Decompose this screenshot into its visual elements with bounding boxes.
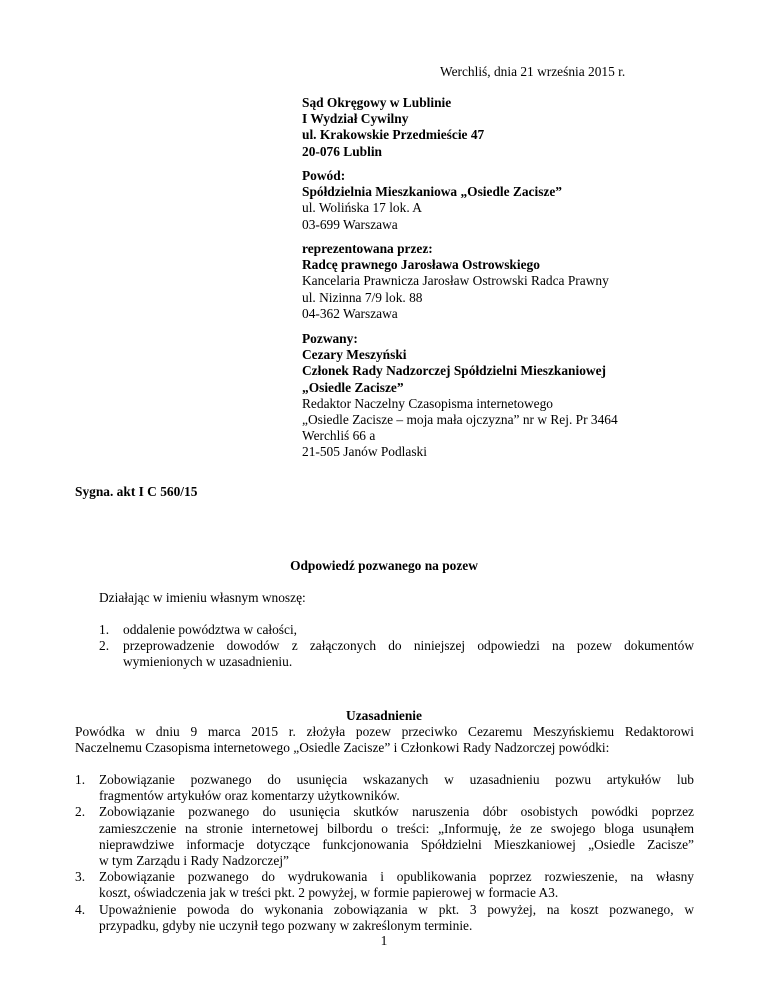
list-item-text: przeprowadzenie dowodów z załączonych do niniejszej odpowiedzi na pozew dokumentów xyxy=(123,638,694,654)
list-item-number: 2. xyxy=(75,804,86,820)
list-item-line: Zobowiązanie pozwanego do usunięcia skutków naruszenia dóbr osobistych powódki poprzez xyxy=(99,804,694,820)
list-item-text: wymienionych w uzasadnieniu. xyxy=(123,654,293,670)
list-item-line: Zobowiązanie pozwanego do usunięcia wskazanych w uzasadnieniu pozwu artykułów lub xyxy=(99,772,694,787)
list-item-line: Upoważnienie powoda do wykonania zobowiązania w pkt. 3 powyżej, na koszt pozwanego, w xyxy=(99,901,694,917)
court-name: Sąd Okręgowy w Lublinie xyxy=(302,95,452,110)
plaintiff-label: Powód: xyxy=(302,168,346,183)
plaintiff-city: 03-699 Warszawa xyxy=(302,216,398,232)
defendant-street: Werchliś 66 a xyxy=(302,428,376,444)
list-item-number: 4. xyxy=(75,901,86,917)
list-item-line: nieprawdziwe informacje dotyczące funkcjonowania Spółdzielni Mieszkaniowej „Osiedle Zacisze” xyxy=(99,836,694,852)
list-item xyxy=(99,622,694,638)
list-item xyxy=(75,804,694,869)
representative-name: Radcę prawnego Jarosława Ostrowskiego xyxy=(302,257,540,273)
list-item xyxy=(75,772,694,804)
defendant-city: 21-505 Janów Podlaski xyxy=(302,444,427,460)
defendant-name: Cezary Meszyński xyxy=(302,347,407,363)
justification-intro-line: Naczelnemu Czasopisma internetowego „Osiedle Zacisze” i Członkowi Rady Nadzorczej powódki: xyxy=(75,740,610,756)
justification-title: Uzasadnienie xyxy=(346,708,422,723)
list-item-number: 1. xyxy=(75,772,86,787)
representative-city: 04-362 Warszawa xyxy=(302,305,398,321)
defendant-role-line1: Członek Rady Nadzorczej Spółdzielni Mieszkaniowej xyxy=(302,363,606,379)
list-item-line: przypadku, gdyby nie uczynił tego pozwany w zakreślonym terminie. xyxy=(99,917,473,933)
list-item-number: 1. xyxy=(99,622,110,637)
court-division: I Wydział Cywilny xyxy=(302,111,409,127)
defendant-title: Redaktor Naczelny Czasopisma internetowego xyxy=(302,395,553,411)
list-item-line: koszt, oświadczenia jak w treści pkt. 2 powyżej, w formie papierowej w formacie A3. xyxy=(99,885,559,901)
list-item-line: w tym Zarządu i Rady Nadzorczej” xyxy=(99,853,289,869)
court-address-block xyxy=(302,95,484,160)
defendant-role-line2: „Osiedle Zacisze” xyxy=(302,379,404,395)
list-item-number: 2. xyxy=(99,638,110,654)
court-city: 20-076 Lublin xyxy=(302,143,382,159)
defendant-block xyxy=(302,331,618,461)
plaintiff-street: ul. Wolińska 17 lok. A xyxy=(302,200,422,216)
court-street: ul. Krakowskie Przedmieście 47 xyxy=(302,127,485,143)
list-item xyxy=(99,638,694,670)
justification-intro-line: Powódka w dniu 9 marca 2015 r. złożyła pozew przeciwko Cezaremu Meszyńskiemu Redaktorowi xyxy=(75,724,694,739)
representative-office: Kancelaria Prawnicza Jarosław Ostrowski Radca Prawny xyxy=(302,273,609,289)
response-title: Odpowiedź pozwanego na pozew xyxy=(290,558,478,573)
justification-intro xyxy=(75,724,694,756)
place-date: Werchliś, dnia 21 września 2015 r. xyxy=(440,64,626,79)
list-item-line: zamieszczenie na stronie internetowej bilbordu o treści: „Informuję, że ze swojego bloga usunąłem xyxy=(99,820,694,836)
claims-list xyxy=(75,772,694,934)
requests-list xyxy=(99,622,694,671)
page-number: 1 xyxy=(380,933,388,948)
list-item xyxy=(75,869,694,901)
list-item-line: Zobowiązanie pozwanego do wydrukowania i opublikowania poprzez rozwieszenie, na własny xyxy=(99,869,694,885)
response-intro: Działając w imieniu własnym wnoszę: xyxy=(99,590,306,605)
list-item-line: fragmentów artykułów oraz komentarzy użytkowników. xyxy=(99,788,400,804)
defendant-label: Pozwany: xyxy=(302,331,358,346)
representative-label: reprezentowana przez: xyxy=(302,241,433,256)
plaintiff-name: Spółdzielnia Mieszkaniowa „Osiedle Zacisze” xyxy=(302,184,562,200)
representative-block xyxy=(302,241,609,322)
list-item-text: oddalenie powództwa w całości, xyxy=(123,622,298,637)
plaintiff-block xyxy=(302,168,562,233)
defendant-journal: „Osiedle Zacisze – moja mała ojczyzna” nr w Rej. Pr 3464 xyxy=(302,412,618,428)
case-reference: Sygna. akt I C 560/15 xyxy=(75,484,198,499)
list-item-number: 3. xyxy=(75,869,86,885)
representative-street: ul. Nizinna 7/9 lok. 88 xyxy=(302,289,423,305)
list-item xyxy=(75,902,694,934)
